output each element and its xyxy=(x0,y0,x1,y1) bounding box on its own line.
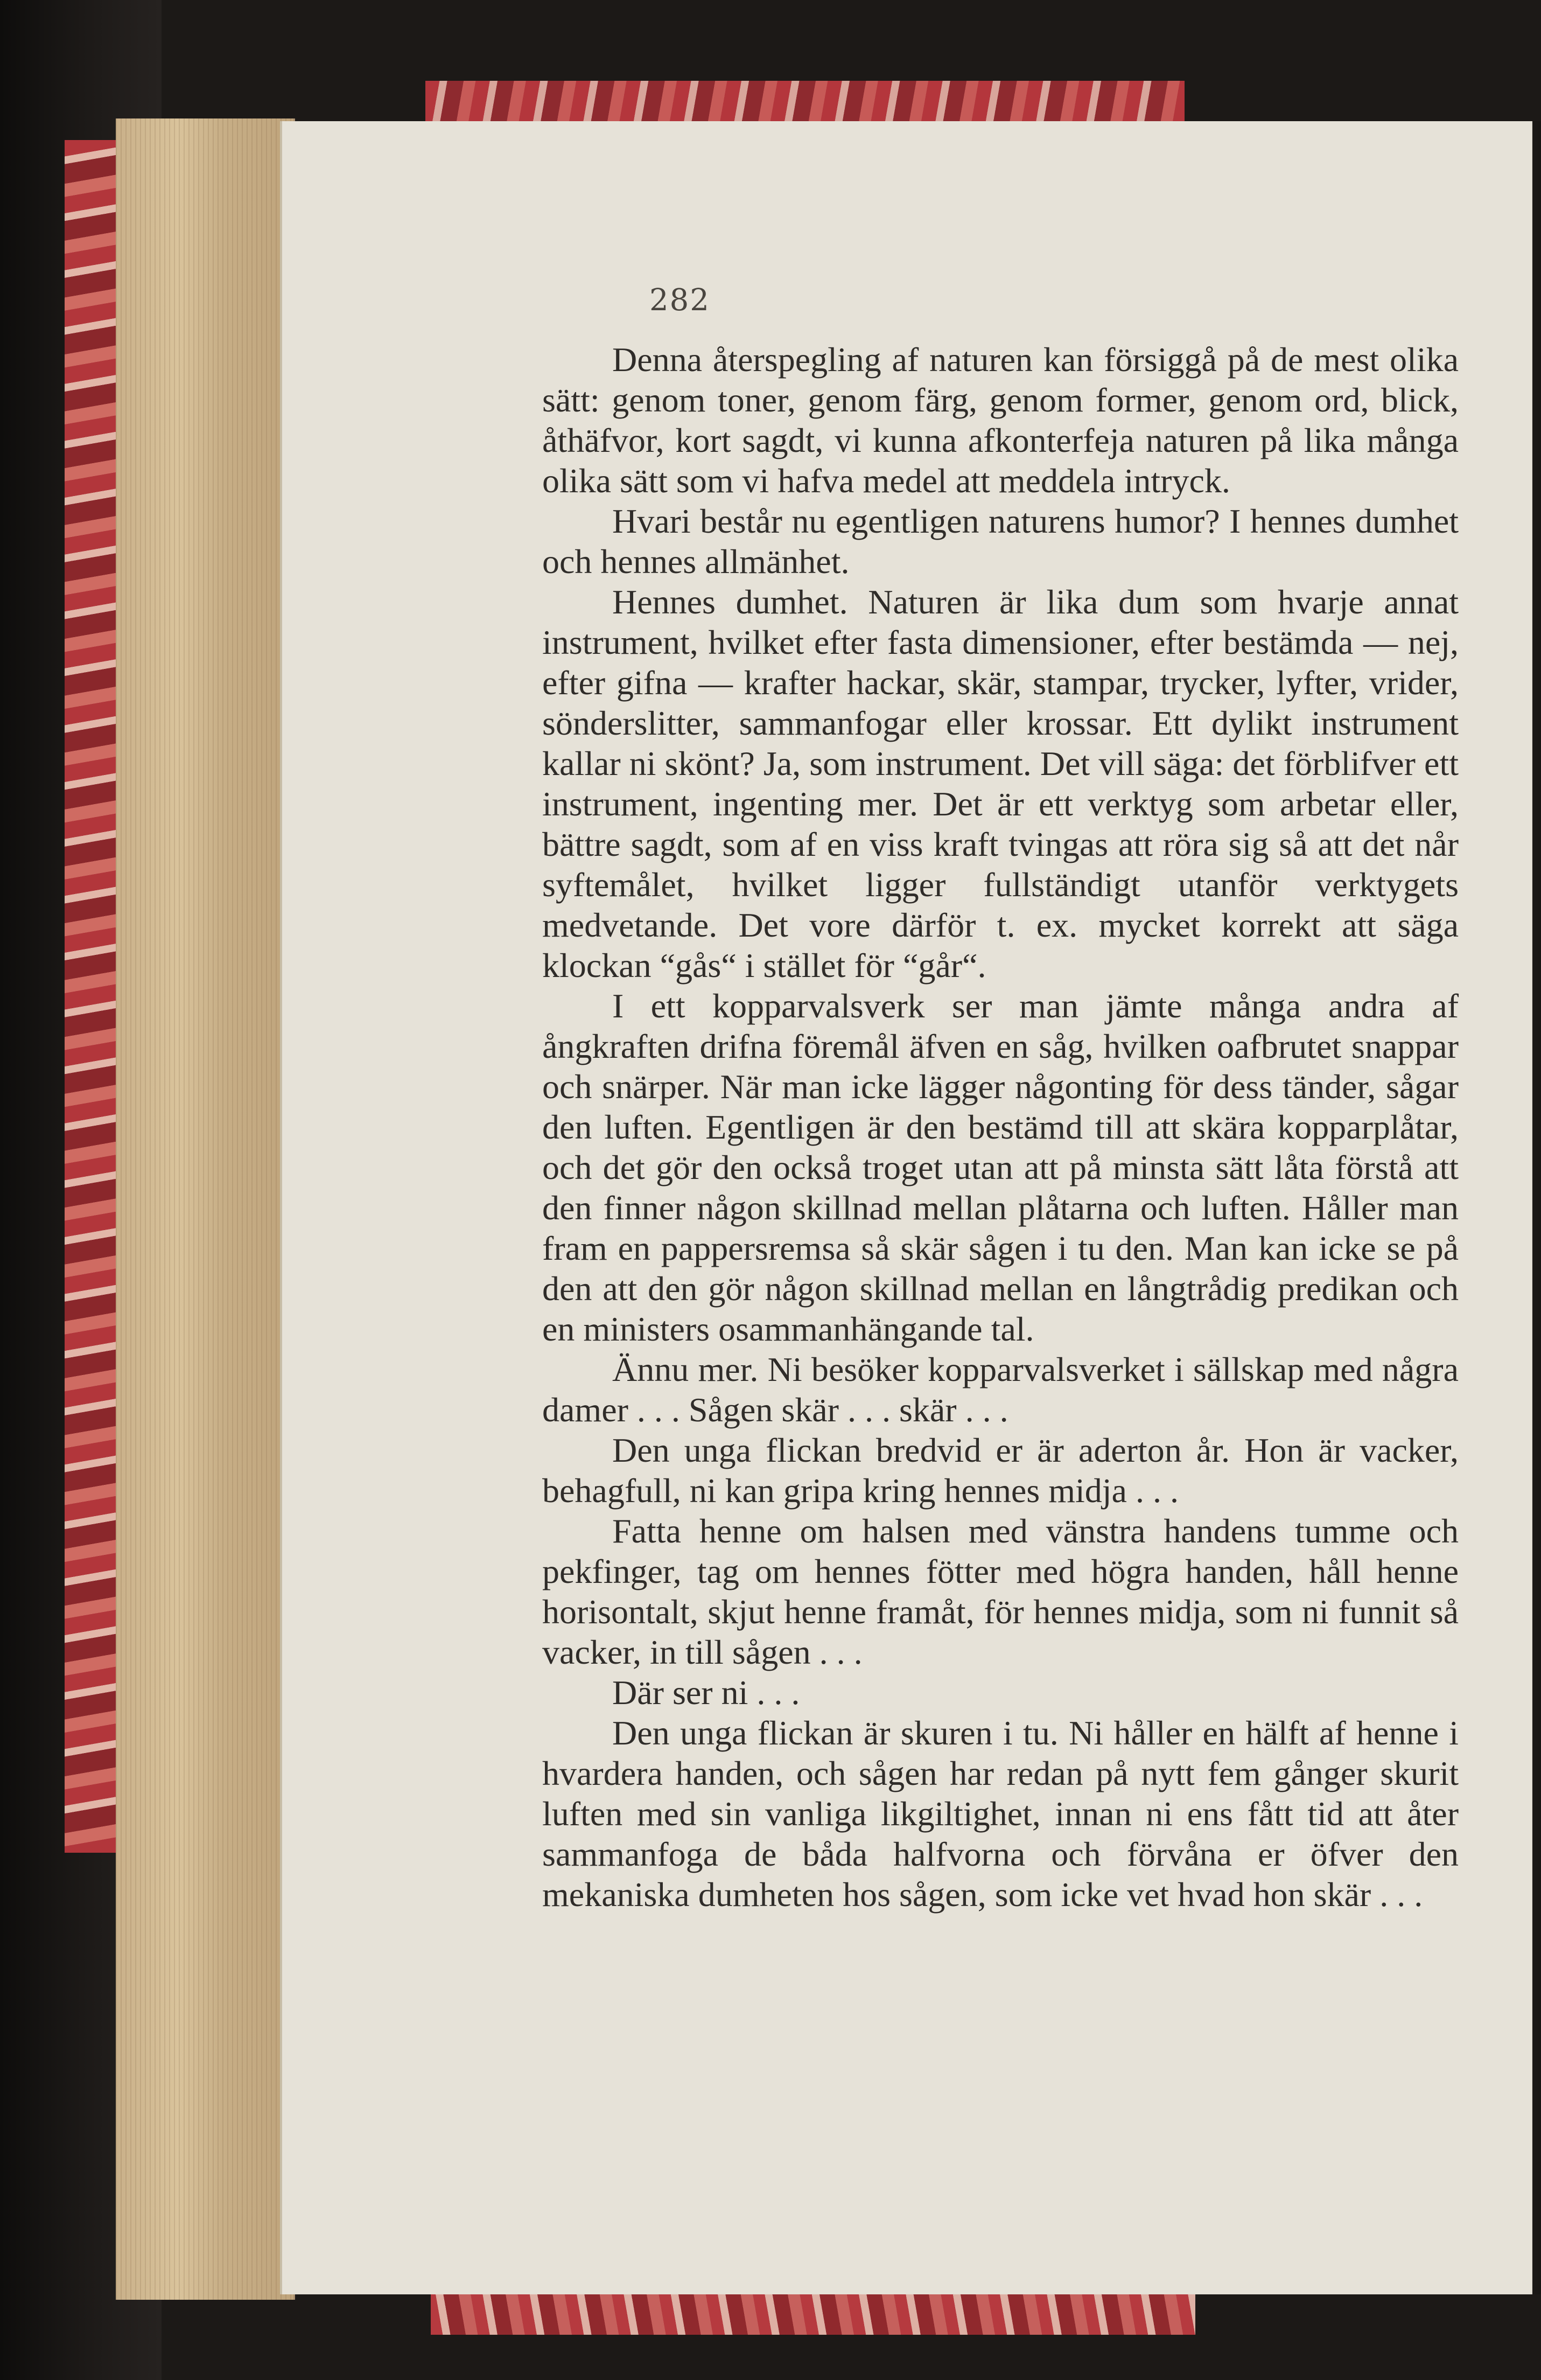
book-page xyxy=(280,121,1532,2294)
paragraph: Hennes dumhet. Naturen är lika dum som hvarje annat instrument, hvilket efter fasta dimensioner, efter bestämda — nej, efter gifna — krafter hackar, skär, stampar, trycker, lyfter, vrider, sönderslitter, sammanfogar eller krossar. Ett dylikt instrument kallar ni skönt? Ja, som instrument. Det vill säga: det förblifver ett instrument, ingenting mer. Det är ett verktyg som arbetar eller, bättre sagdt, som af en viss kraft tvingas att röra sig så att det når syftemålet, hvilket ligger fullständigt utanför verktygets medvetande. Det vore därför t. ex. mycket korrekt att säga klockan “gås“ i stället för “går“. xyxy=(542,583,1459,985)
page-stack-edge xyxy=(116,118,295,2300)
paragraph: Denna återspegling af naturen kan försiggå på de mest olika sätt: genom toner, genom färg, genom former, genom ord, blick, åthäfvor, kort sagdt, vi kunna afkonterfeja naturen på lika många olika sätt som vi hafva medel att meddela intryck. xyxy=(542,340,1459,500)
marbled-side-edge xyxy=(65,140,124,1853)
page-number: 282 xyxy=(649,283,710,318)
paragraph: Hvari består nu egentligen naturens humor? I hennes dumhet och hennes allmänhet. xyxy=(542,502,1459,581)
paragraph: Ännu mer. Ni besöker kopparvalsverket i sällskap med några damer . . . Sågen skär . . . skär . . . xyxy=(542,1350,1459,1429)
marbled-bottom-edge xyxy=(431,2292,1195,2335)
page-body xyxy=(542,339,1459,1915)
paragraph: Där ser ni . . . xyxy=(612,1673,800,1712)
page-shadow xyxy=(1530,121,1541,2294)
paragraph: Fatta henne om halsen med vänstra handens tumme och pekfinger, tag om hennes fötter med högra handen, håll henne horisontalt, skjut henne framåt, för hennes midja, som ni funnit så vacker, in till sågen . . . xyxy=(542,1512,1459,1671)
paragraph: I ett kopparvalsverk ser man jämte många andra af ångkraften drifna föremål äfven en såg, hvilken oafbrutet snappar och snärper. När man icke lägger någonting för dess tänder, sågar den luften. Egentligen är den bestämd till att skära kopparplåtar, och det gör den också troget utan att på minsta sätt låta förstå att den finner någon skillnad mellan plåtarna och luften. Håller man fram en pappersremsa så skär sågen i tu den. Man kan icke se på den att den gör någon skillnad mellan en långtrådig predikan och en ministers osammanhängande tal. xyxy=(542,987,1459,1348)
paragraph: Den unga flickan är skuren i tu. Ni håller en hälft af henne i hvardera handen, och sågen har redan på nytt fem gånger skurit luften med sin vanliga likgiltighet, innan ni ens fått tid att åter sammanfoga de båda halfvorna och förvåna er öfver den mekaniska dumheten hos sågen, som icke vet hvad hon skär . . . xyxy=(542,1714,1459,1914)
paragraph: Den unga flickan bredvid er är aderton år. Hon är vacker, behagfull, ni kan gripa kring hennes midja . . . xyxy=(542,1431,1459,1510)
